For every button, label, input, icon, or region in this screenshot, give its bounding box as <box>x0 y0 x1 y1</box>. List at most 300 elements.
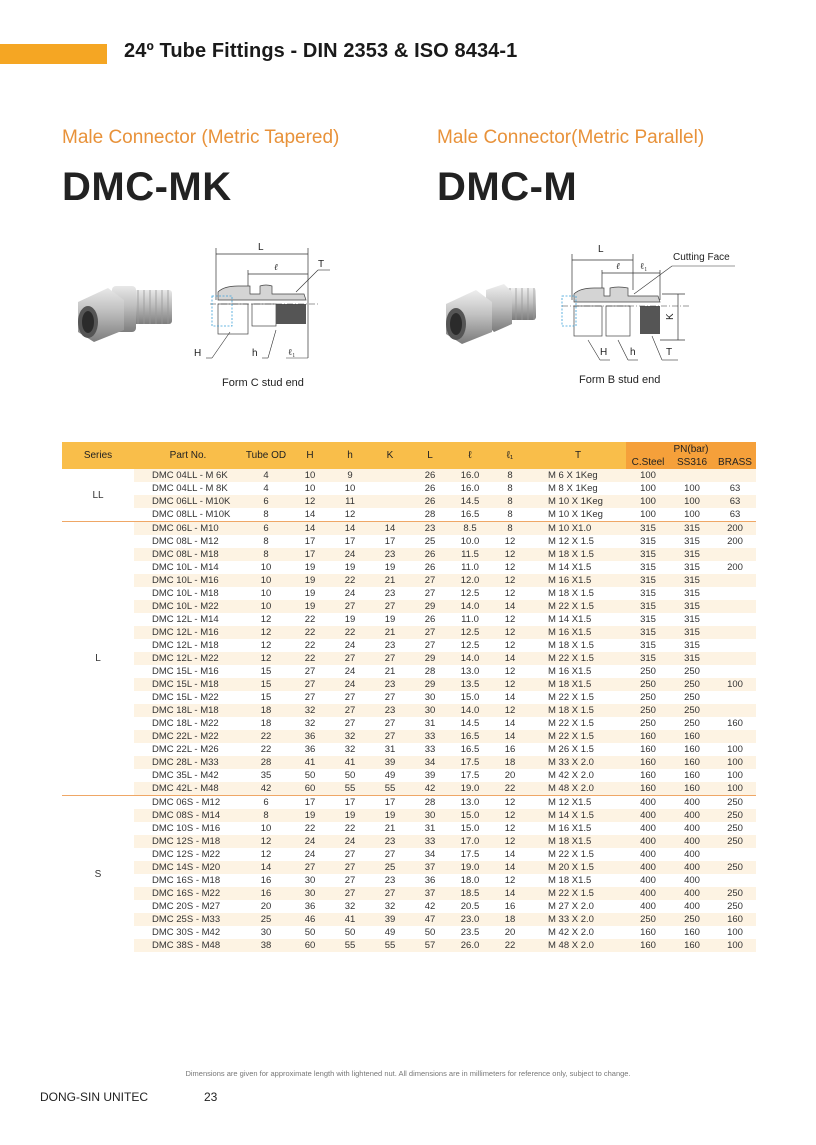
cell-L: 26 <box>410 495 450 508</box>
table-row <box>62 522 756 536</box>
cell-T: M 14 X1.5 <box>548 614 592 625</box>
cell-L: 30 <box>410 809 450 822</box>
cell-h: 32 <box>330 730 370 743</box>
cell-tube-od: 15 <box>260 692 272 703</box>
product-model-dmc-m: DMC-M <box>437 165 578 209</box>
cell-csteel: 400 <box>626 835 670 848</box>
cell-L: 33 <box>424 744 436 755</box>
cell-ss316: 100 <box>670 495 714 508</box>
cell-l1: 18 <box>490 756 530 769</box>
cell-csteel: 250 <box>640 692 656 703</box>
table-row <box>62 861 756 874</box>
cell-L: 34 <box>410 756 450 769</box>
cell-l: 17.0 <box>450 835 490 848</box>
cell-tube-od: 35 <box>260 770 272 781</box>
cell-l1: 8 <box>490 495 530 508</box>
cell-L: 26 <box>424 562 436 573</box>
cell-part-no: DMC 12L - M18 <box>152 640 219 651</box>
cell-l1: 12 <box>504 588 516 599</box>
cell-csteel: 250 <box>640 666 656 677</box>
cell-l1: 14 <box>490 730 530 743</box>
cell-ss316 <box>670 469 714 482</box>
cell-ss316: 160 <box>684 770 700 781</box>
cell-part-no: DMC 08S - M14 <box>134 809 242 822</box>
cell-brass: 63 <box>729 509 741 520</box>
header-csteel: C.Steel <box>626 456 670 469</box>
cell-part-no: DMC 10L - M14 <box>152 562 219 573</box>
cell-csteel: 400 <box>626 887 670 900</box>
cell-ss316: 400 <box>684 823 700 834</box>
cell-tube-od: 8 <box>242 809 290 822</box>
cell-h: 24 <box>330 678 370 691</box>
cell-part-no: DMC 12L - M16 <box>134 626 242 639</box>
table-row <box>62 913 756 926</box>
cell-L: 31 <box>424 718 436 729</box>
cell-l: 16.5 <box>450 730 490 743</box>
cell-T: M 22 X 1.5 <box>530 600 626 613</box>
cell-ss316: 315 <box>670 522 714 536</box>
cell-csteel: 250 <box>626 704 670 717</box>
cell-L: 34 <box>424 849 436 860</box>
cell-brass: 100 <box>714 756 756 769</box>
cell-l1: 12 <box>504 666 516 677</box>
cell-l1: 20 <box>504 770 516 781</box>
cell-H: 14 <box>304 509 316 520</box>
cell-L: 42 <box>424 901 436 912</box>
cell-brass <box>714 848 756 861</box>
svg-text:T: T <box>318 259 325 270</box>
cell-part-no: DMC 10L - M16 <box>134 574 242 587</box>
cell-K: 19 <box>384 614 396 625</box>
cell-h: 27 <box>344 692 356 703</box>
cell-T: M 18 X 1.5 <box>548 588 594 599</box>
cell-l: 15.0 <box>460 692 480 703</box>
table-row <box>62 835 756 848</box>
table-row <box>62 796 756 810</box>
cell-T: M 10 X 1Keg <box>530 495 626 508</box>
cell-part-no: DMC 20S - M27 <box>152 901 221 912</box>
cell-part-no: DMC 12L - M22 <box>134 652 242 665</box>
cell-brass <box>714 874 756 887</box>
cell-part-no: DMC 10L - M18 <box>152 588 219 599</box>
cell-h: 14 <box>330 522 370 536</box>
cell-H: 22 <box>304 614 316 625</box>
cell-T: M 18 X 1.5 <box>530 704 626 717</box>
cell-brass <box>714 574 756 587</box>
cell-K: 32 <box>384 901 396 912</box>
cell-K: 27 <box>370 652 410 665</box>
cell-brass <box>714 652 756 665</box>
cell-K: 19 <box>384 562 396 573</box>
cell-ss316: 400 <box>670 796 714 810</box>
cell-h: 55 <box>330 939 370 952</box>
cell-l1: 12 <box>504 875 516 886</box>
header-brass: BRASS <box>714 456 756 469</box>
cell-K: 49 <box>384 927 396 938</box>
cell-l1: 12 <box>504 823 516 834</box>
header-ss316: SS316 <box>670 456 714 469</box>
cell-T: M 18 X1.5 <box>548 875 592 886</box>
cell-T: M 22 X 1.5 <box>530 730 626 743</box>
cell-K: 17 <box>370 796 410 810</box>
cell-h: 27 <box>344 849 356 860</box>
cell-ss316: 100 <box>684 483 700 494</box>
cell-part-no: DMC 38S - M48 <box>134 939 242 952</box>
cell-K: 19 <box>370 809 410 822</box>
cell-part-no: DMC 16S - M18 <box>152 875 221 886</box>
cell-l: 14.0 <box>450 652 490 665</box>
cell-l1: 14 <box>490 887 530 900</box>
cell-tube-od: 8 <box>242 548 290 561</box>
cell-ss316: 400 <box>670 835 714 848</box>
cell-part-no: DMC 12L - M14 <box>152 614 219 625</box>
cell-csteel: 315 <box>626 600 670 613</box>
cell-ss316: 160 <box>670 730 714 743</box>
table-row <box>62 469 756 482</box>
cell-tube-od: 22 <box>242 730 290 743</box>
cell-L: 47 <box>410 913 450 926</box>
cell-tube-od: 25 <box>242 913 290 926</box>
cell-T: M 8 X 1Keg <box>548 483 598 494</box>
cell-tube-od: 6 <box>242 796 290 810</box>
cell-L: 37 <box>410 887 450 900</box>
cell-l: 11.0 <box>461 562 479 573</box>
cell-l1: 16 <box>504 744 516 755</box>
cell-tube-od: 16 <box>260 875 272 886</box>
cell-L: 42 <box>410 782 450 796</box>
svg-text:ℓ: ℓ <box>274 262 278 272</box>
cell-T: M 33 X 2.0 <box>530 756 626 769</box>
cell-ss316: 315 <box>684 536 700 547</box>
cell-H: 17 <box>290 796 330 810</box>
cell-K <box>370 495 410 508</box>
cell-l1: 12 <box>490 796 530 810</box>
header-h: h <box>330 442 370 469</box>
cell-K: 23 <box>370 548 410 561</box>
cell-h: 32 <box>344 901 356 912</box>
cell-K: 23 <box>384 640 396 651</box>
cell-brass: 250 <box>714 809 756 822</box>
svg-text:H: H <box>194 348 202 359</box>
cell-K: 27 <box>370 887 410 900</box>
cell-part-no: DMC 15L - M22 <box>152 692 219 703</box>
cell-part-no: DMC 10L - M22 <box>134 600 242 613</box>
cell-T: M 22 X 1.5 <box>548 718 594 729</box>
table-row <box>62 887 756 900</box>
cell-part-no: DMC 08LL - M10K <box>152 509 231 520</box>
table-row <box>62 652 756 665</box>
cell-T: M 22 X 1.5 <box>548 692 594 703</box>
cell-L: 25 <box>424 536 436 547</box>
table-body <box>62 469 756 952</box>
cell-part-no: DMC 04LL - M 6K <box>134 469 242 482</box>
cell-part-no: DMC 16S - M22 <box>134 887 242 900</box>
cell-l: 12.0 <box>450 574 490 587</box>
dimension-diagram-form-c <box>190 240 340 365</box>
cell-ss316: 250 <box>684 692 700 703</box>
footer-brand: DONG-SIN UNITEC <box>40 1090 148 1104</box>
cell-l: 12.5 <box>460 640 480 651</box>
cell-tube-od: 20 <box>260 901 272 912</box>
cell-part-no: DMC 15L - M18 <box>134 678 242 691</box>
table-row <box>62 848 756 861</box>
cell-ss316: 400 <box>670 861 714 874</box>
cell-csteel: 315 <box>640 588 656 599</box>
cell-L: 27 <box>410 626 450 639</box>
cell-tube-od: 8 <box>263 509 269 520</box>
cell-part-no: DMC 06LL - M10K <box>134 495 242 508</box>
svg-text:ℓ₁: ℓ₁ <box>640 261 648 271</box>
cell-l1: 8 <box>507 509 513 520</box>
cell-h: 22 <box>330 626 370 639</box>
svg-text:T: T <box>666 347 673 358</box>
svg-text:K: K <box>665 313 676 320</box>
cell-part-no: DMC 18L - M22 <box>152 718 219 729</box>
table-row <box>62 717 756 730</box>
cell-l1: 14 <box>504 718 516 729</box>
cell-H: 30 <box>290 887 330 900</box>
table-row <box>62 587 756 600</box>
cell-K: 27 <box>384 849 396 860</box>
cell-T: M 16 X1.5 <box>530 574 626 587</box>
cell-L: 26 <box>424 483 436 494</box>
fitting-photo-tapered <box>72 280 182 350</box>
cell-part-no: DMC 08L - M12 <box>152 536 219 547</box>
cell-l1: 12 <box>504 640 516 651</box>
cell-H: 27 <box>290 861 330 874</box>
cell-K: 17 <box>384 536 396 547</box>
cell-ss316: 315 <box>684 588 700 599</box>
cell-brass: 100 <box>727 744 743 755</box>
cell-csteel: 100 <box>640 483 656 494</box>
cell-brass: 100 <box>714 678 756 691</box>
cell-H: 19 <box>304 562 316 573</box>
header-l1: ℓ₁ <box>490 442 530 469</box>
cell-T: M 18 X 1.5 <box>530 548 626 561</box>
cell-ss316: 160 <box>670 756 714 769</box>
cell-l1: 12 <box>490 548 530 561</box>
cell-ss316: 250 <box>670 678 714 691</box>
cell-ss316: 400 <box>684 901 700 912</box>
cell-ss316: 315 <box>670 652 714 665</box>
cell-T: M 42 X 2.0 <box>548 770 594 781</box>
cell-H: 22 <box>304 823 316 834</box>
svg-text:h: h <box>630 347 636 358</box>
cell-tube-od: 18 <box>260 718 272 729</box>
cell-csteel: 160 <box>626 730 670 743</box>
cell-T: M 18 X1.5 <box>530 835 626 848</box>
table-row <box>62 769 756 782</box>
page-title: 24º Tube Fittings - DIN 2353 & ISO 8434-1 <box>124 40 518 62</box>
cell-T: M 22 X 1.5 <box>548 849 594 860</box>
cell-h: 27 <box>344 875 356 886</box>
cell-brass: 250 <box>714 796 756 810</box>
cell-H: 12 <box>290 495 330 508</box>
fitting-photo-parallel <box>440 280 550 350</box>
cell-L: 36 <box>424 875 436 886</box>
cell-H: 24 <box>290 835 330 848</box>
cell-h: 50 <box>344 927 356 938</box>
cell-K: 39 <box>370 913 410 926</box>
cell-l: 15.0 <box>450 809 490 822</box>
caption-form-c: Form C stud end <box>222 377 304 389</box>
cell-H: 17 <box>304 536 316 547</box>
cell-part-no: DMC 25S - M33 <box>134 913 242 926</box>
cell-L: 27 <box>424 588 436 599</box>
cell-ss316: 400 <box>670 887 714 900</box>
cell-L: 28 <box>424 666 436 677</box>
cell-K: 23 <box>370 678 410 691</box>
cell-brass: 100 <box>714 939 756 952</box>
cell-L: 30 <box>424 692 436 703</box>
cell-tube-od: 12 <box>260 640 272 651</box>
cell-K: 14 <box>370 522 410 536</box>
cell-l1: 12 <box>504 562 516 573</box>
cell-part-no: DMC 18L - M18 <box>134 704 242 717</box>
cell-brass: 160 <box>714 913 756 926</box>
cell-L: 28 <box>410 796 450 810</box>
cell-l: 23.0 <box>450 913 490 926</box>
cell-csteel: 400 <box>640 849 656 860</box>
cell-H: 27 <box>304 692 316 703</box>
table-row <box>62 482 756 495</box>
cell-csteel: 100 <box>626 469 670 482</box>
cell-ss316: 100 <box>684 509 700 520</box>
cell-brass: 250 <box>727 901 743 912</box>
cell-tube-od: 8 <box>263 536 269 547</box>
cell-h: 17 <box>344 536 356 547</box>
cell-tube-od: 10 <box>260 588 272 599</box>
cell-l: 17.5 <box>460 770 480 781</box>
cell-K: 31 <box>384 744 396 755</box>
cell-T: M 22 X 1.5 <box>530 652 626 665</box>
cell-K: 23 <box>370 835 410 848</box>
cell-part-no: DMC 22L - M26 <box>152 744 219 755</box>
table-row <box>62 743 756 756</box>
cell-h: 27 <box>344 718 356 729</box>
cell-H: 19 <box>290 809 330 822</box>
cell-l: 14.0 <box>450 600 490 613</box>
cell-brass: 100 <box>727 770 743 781</box>
cell-H: 41 <box>290 756 330 769</box>
cell-brass <box>714 548 756 561</box>
cell-csteel: 160 <box>640 927 656 938</box>
cell-l1: 14 <box>504 692 516 703</box>
cell-h: 24 <box>344 666 356 677</box>
cell-H: 60 <box>290 782 330 796</box>
cell-l: 13.0 <box>450 796 490 810</box>
cell-h: 24 <box>344 640 356 651</box>
cell-l1: 20 <box>504 927 516 938</box>
cell-tube-od: 10 <box>242 574 290 587</box>
cell-tube-od: 15 <box>242 678 290 691</box>
cell-csteel: 100 <box>626 495 670 508</box>
cell-part-no: DMC 35L - M42 <box>152 770 219 781</box>
cell-H: 27 <box>290 678 330 691</box>
cell-ss316: 315 <box>670 600 714 613</box>
cell-H: 32 <box>304 718 316 729</box>
cell-tube-od: 28 <box>242 756 290 769</box>
header-H: H <box>290 442 330 469</box>
cell-ss316: 400 <box>684 875 700 886</box>
cell-csteel: 250 <box>626 678 670 691</box>
cell-brass <box>714 691 756 704</box>
cell-T: M 12 X 1.5 <box>548 536 594 547</box>
cell-brass: 250 <box>727 823 743 834</box>
table-row <box>62 574 756 587</box>
cell-H: 19 <box>304 588 316 599</box>
cell-ss316: 400 <box>670 809 714 822</box>
cell-tube-od: 4 <box>242 469 290 482</box>
cell-l1: 12 <box>504 536 516 547</box>
product-subtitle-tapered: Male Connector (Metric Tapered) <box>62 127 340 148</box>
page-number: 23 <box>204 1090 218 1104</box>
cell-h: 10 <box>344 483 356 494</box>
svg-text:ℓ₁: ℓ₁ <box>288 347 296 357</box>
series-cell: L <box>62 522 134 796</box>
cell-T: M 18 X1.5 <box>530 678 626 691</box>
cell-tube-od: 30 <box>260 927 272 938</box>
cell-H: 27 <box>304 666 316 677</box>
cell-l: 16.5 <box>460 744 480 755</box>
cell-l1: 22 <box>490 782 530 796</box>
cell-H: 50 <box>304 770 316 781</box>
svg-text:L: L <box>598 244 604 255</box>
cell-H: 22 <box>304 640 316 651</box>
cell-T: M 22 X 1.5 <box>530 887 626 900</box>
cell-h: 24 <box>344 588 356 599</box>
cell-l: 12.5 <box>450 626 490 639</box>
cell-h: 27 <box>330 704 370 717</box>
cell-ss316: 250 <box>670 704 714 717</box>
cell-ss316: 160 <box>684 927 700 938</box>
cell-T: M 6 X 1Keg <box>530 469 626 482</box>
cell-H: 17 <box>290 548 330 561</box>
header-l: ℓ <box>450 442 490 469</box>
cell-L: 26 <box>410 469 450 482</box>
cell-T: M 42 X 2.0 <box>548 927 594 938</box>
cell-tube-od: 6 <box>242 522 290 536</box>
cell-h: 32 <box>344 744 356 755</box>
cell-l1: 12 <box>490 626 530 639</box>
cell-K: 25 <box>370 861 410 874</box>
cell-ss316: 315 <box>670 548 714 561</box>
cell-csteel: 400 <box>626 861 670 874</box>
cell-H: 36 <box>290 730 330 743</box>
cell-T: M 16 X1.5 <box>530 626 626 639</box>
cell-l: 15.0 <box>460 823 480 834</box>
cell-K: 23 <box>384 588 396 599</box>
header-K: K <box>370 442 410 469</box>
cell-part-no: DMC 15L - M16 <box>152 666 219 677</box>
cell-L: 23 <box>410 522 450 536</box>
cell-brass <box>714 469 756 482</box>
cell-K: 27 <box>384 718 396 729</box>
cell-csteel: 315 <box>626 652 670 665</box>
cell-tube-od: 12 <box>242 652 290 665</box>
table-row <box>62 626 756 639</box>
cell-H: 24 <box>304 849 316 860</box>
table-row <box>62 704 756 717</box>
cell-L: 27 <box>424 640 436 651</box>
cell-K: 27 <box>370 730 410 743</box>
cell-l: 18.5 <box>450 887 490 900</box>
cell-L: 30 <box>410 704 450 717</box>
cell-K <box>370 482 410 495</box>
cell-csteel: 315 <box>626 548 670 561</box>
cell-csteel: 400 <box>626 796 670 810</box>
cell-l: 16.5 <box>460 509 480 520</box>
